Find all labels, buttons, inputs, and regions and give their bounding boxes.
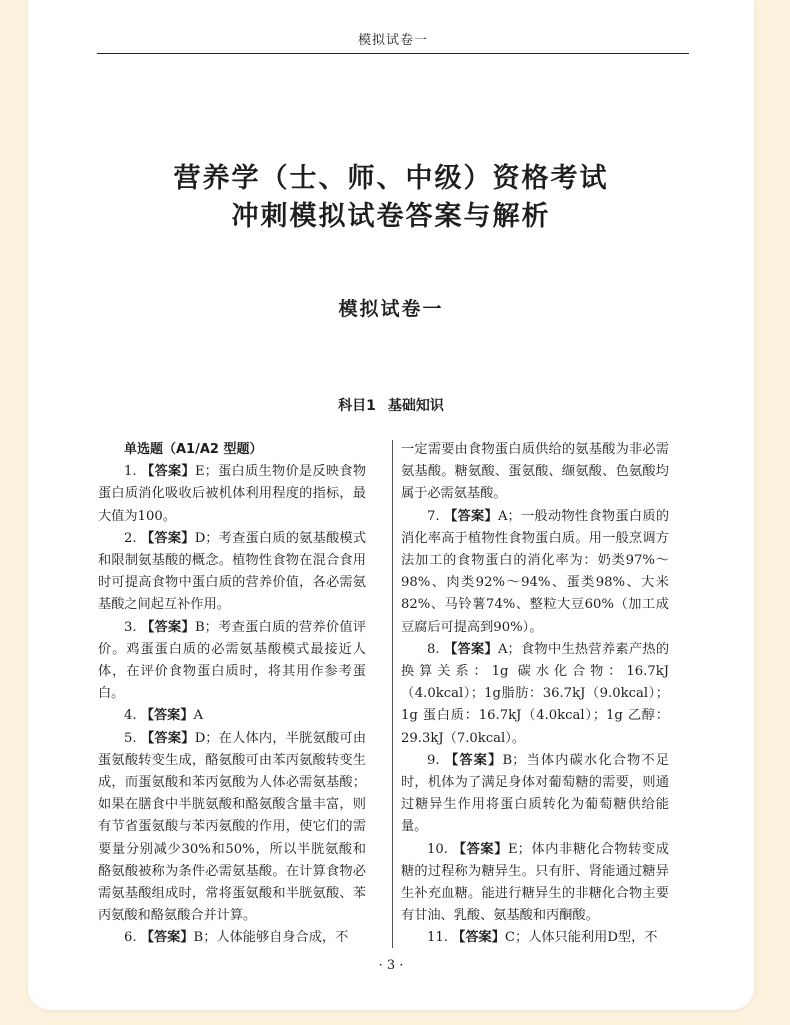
answer-tag: 【答案】 bbox=[140, 708, 194, 724]
section-label: 单选题（A1/A2 型题） bbox=[124, 442, 263, 457]
answer-choice: D； bbox=[194, 730, 219, 746]
book-title-line-2: 冲刺模拟试卷答案与解析 bbox=[231, 201, 551, 232]
document-page bbox=[28, 0, 754, 1010]
answer-tag: 【答案】 bbox=[141, 530, 195, 546]
answer-item bbox=[98, 528, 366, 617]
answer-item bbox=[401, 927, 669, 949]
answer-item bbox=[98, 461, 366, 528]
explanation-text: 蛋白质生物价是反映食物蛋白质消化吸收后被机体利用程度的指标，最大值为100。 bbox=[98, 464, 367, 524]
answer-tag: 【答案】 bbox=[444, 508, 498, 524]
answer-item bbox=[98, 728, 366, 928]
item-number: 2. bbox=[124, 530, 142, 546]
book-title-line-1: 营养学（士、师、中级）资格考试 bbox=[173, 163, 609, 194]
page-number: · 3 · bbox=[378, 958, 404, 973]
answer-choice: E； bbox=[194, 464, 218, 480]
paper-title: 模拟试卷一 bbox=[338, 298, 444, 320]
item-number: 10. bbox=[427, 841, 453, 857]
item-number: 1. bbox=[124, 464, 142, 480]
answer-tag: 【答案】 bbox=[452, 841, 509, 857]
explanation-text: 一般动物性食物蛋白质的消化率高于植物性食物蛋白质。用一般烹调方法加工的食物蛋白的消化率为：奶类97%～98%、肉类92%～94%、蛋类98%、大米82%、马铃薯74%、整粒大豆60%（加工成豆腐后可提高到90%）。 bbox=[401, 508, 670, 635]
answer-choice: D； bbox=[194, 530, 219, 546]
item-number: 7. bbox=[427, 508, 445, 524]
item-number: 9. bbox=[427, 752, 445, 768]
answer-item bbox=[98, 705, 366, 727]
explanation-text: 人体能够自身合成，不 bbox=[216, 930, 349, 946]
explanation-text: 人体只能利用D型，不 bbox=[528, 930, 658, 946]
answer-choice: A； bbox=[498, 641, 521, 657]
explanation-text: 食物中生热营养素产热的换算关系：1g 碳水化合物：16.7kJ（4.0kcal）；1g脂肪：36.7kJ（9.0kcal）；1g 蛋白质：16.7kJ（4.0kcal）；1g 乙醇：29.3kJ（7.0kcal）。 bbox=[401, 641, 670, 746]
explanation-text: 当体内碳水化合物不足时，机体为了满足身体对葡萄糖的需要，则通过糖异生作用将蛋白质转化为葡萄糖供给能量。 bbox=[401, 752, 670, 835]
answer-tag: 【答案】 bbox=[141, 619, 195, 635]
answer-choice: E； bbox=[508, 841, 531, 857]
item-number: 4. bbox=[124, 708, 141, 724]
item-number: 3. bbox=[124, 619, 142, 635]
explanation-text: 体内非糖化合物转变成糖的过程称为糖异生。只有肝、肾能通过糖异生补充血糖。能进行糖异生的非糖化合物主要有甘油、乳酸、氨基酸和丙酮酸。 bbox=[401, 841, 669, 924]
continuation-text: 一定需要由食物蛋白质供给的氨基酸为非必需氨基酸。糖氨酸、蛋氨酸、缬氨酸、色氨酸均属于必需氨基酸。 bbox=[401, 442, 669, 502]
item-number: 6. bbox=[124, 930, 141, 946]
explanation-text: 考查蛋白质的营养价值评价。鸡蛋蛋白质的必需氨基酸模式最接近人体，在评价食物蛋白质时，将其用作参考蛋白。 bbox=[98, 619, 367, 702]
item-number: 8. bbox=[427, 641, 445, 657]
answer-item bbox=[401, 750, 669, 839]
answer-tag: 【答案】 bbox=[444, 641, 498, 657]
answer-tag: 【答案】 bbox=[140, 930, 194, 946]
running-header: 模拟试卷一 bbox=[97, 29, 689, 54]
answer-choice: B； bbox=[193, 930, 217, 946]
answer-tag: 【答案】 bbox=[452, 930, 505, 946]
right-column bbox=[401, 439, 669, 950]
answer-tag: 【答案】 bbox=[141, 464, 195, 480]
answer-item bbox=[98, 927, 366, 949]
answer-tag: 【答案】 bbox=[444, 752, 503, 768]
explanation-text: 在人体内，半胱氨酸可由蛋氨酸转变生成，酪氨酸可由苯丙氨酸转变生成，而蛋氨酸和苯丙氨酸为人体必需氨基酸；如果在膳食中半胱氨酸和酪氨酸含量丰富，则有节省蛋氨酸与苯丙氨酸的作用，使它们的需要量分别减少30%和50%，所以半胱氨酸和酪氨酸被称为条件必需氨基酸。在计算食物必需氨基酸组成时，常将蛋氨酸和半胱氨酸、苯丙氨酸和酪氨酸合并计算。 bbox=[98, 730, 367, 924]
column-divider bbox=[392, 440, 393, 948]
answer-choice: C； bbox=[504, 930, 529, 946]
answer-choice: A bbox=[193, 708, 204, 724]
answer-item bbox=[401, 839, 669, 928]
subject-label: 科目1 bbox=[338, 398, 376, 414]
subject-name: 基础知识 bbox=[387, 398, 444, 414]
answer-choice: A； bbox=[498, 508, 521, 524]
answer-tag: 【答案】 bbox=[141, 730, 195, 746]
answer-item bbox=[98, 617, 366, 706]
answer-choice: B； bbox=[194, 619, 218, 635]
answer-choice: B； bbox=[502, 752, 526, 768]
explanation-text: 考查蛋白质的氨基酸模式和限制氨基酸的概念。植物性食物在混合食用时可提高食物中蛋白质的营养价值，各必需氨基酸之间起互补作用。 bbox=[98, 530, 367, 613]
answer-item bbox=[401, 639, 669, 750]
item-number: 5. bbox=[124, 730, 142, 746]
subject-heading bbox=[28, 395, 754, 415]
answer-item bbox=[401, 506, 669, 639]
left-column bbox=[98, 439, 366, 950]
item-number: 11. bbox=[427, 930, 453, 946]
